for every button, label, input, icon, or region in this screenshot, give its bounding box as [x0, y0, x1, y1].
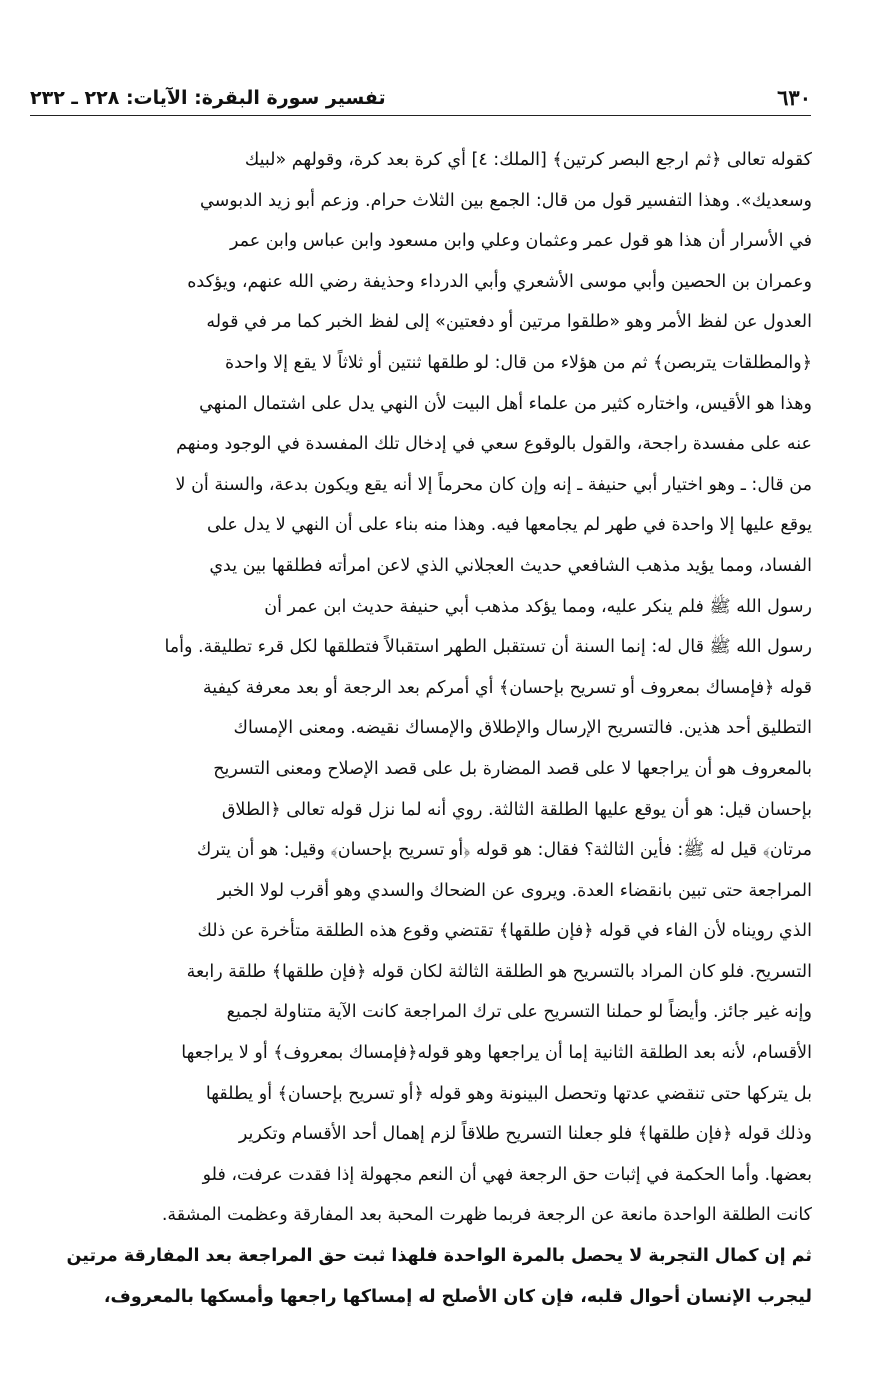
text-line: المراجعة حتى تبين بانقضاء العدة. ويروى عن الضحاك والسدي وهو أقرب لولا الخبر — [217, 880, 812, 901]
text-line: قوله ﴿فإمساك بمعروف أو تسريح بإحسان﴾ أي أمركم بعد الرجعة أو بعد معرفة كيفية — [202, 677, 812, 698]
text-line: رسول الله ﷺ فلم ينكر عليه، ومما يؤكد مذهب أبي حنيفة حديث ابن عمر أن — [264, 596, 812, 617]
text-line: العدول عن لفظ الأمر وهو «طلقوا مرتين أو دفعتين» إلى لفظ الخبر كما مر في قوله — [206, 312, 812, 333]
text-line: في الأسرار أن هذا هو قول عمر وعثمان وعلي وابن مسعود وابن عباس وابن عمر — [229, 231, 812, 252]
page-header — [30, 78, 811, 110]
text-line: مرتان﴾ قيل له ﷺ: فأين الثالثة؟ فقال: هو قوله ﴿أو تسريح بإحسان﴾ وقيل: هو أن يترك — [196, 840, 812, 861]
text-line: كقوله تعالى ﴿ثم ارجع البصر كرتين﴾ [الملك: ٤] أي كرة بعد كرة، وقولهم «لبيك — [244, 150, 812, 170]
text-line: من قال: ـ وهو اختيار أبي حنيفة ـ إنه وإن كان محرماً إلا أنه يقع ويكون بدعة، والسنة أن لا — [175, 474, 812, 495]
text-line: وإنه غير جائز. وأيضاً لو حملنا التسريح على ترك المراجعة كانت الآية متناولة لجميع — [226, 1002, 812, 1023]
text-line: وهذا هو الأقيس، واختاره كثير من علماء أهل البيت لأن النهي يدل على اشتمال المنهي — [199, 393, 812, 414]
text-line: بالمعروف هو أن يراجعها لا على قصد المضارة بل على قصد الإصلاح ومعنى التسريح — [213, 758, 812, 779]
text-line: الذي رويناه لأن الفاء في قوله ﴿فإن طلقها﴾ تقتضي وقوع هذه الطلقة متأخرة عن ذلك — [197, 921, 812, 942]
text-line: عنه على مفسدة راجحة، والقول بالوقوع سعي في إدخال تلك المفسدة في الوجود ومنهم — [176, 434, 812, 455]
text-line: وذلك قوله ﴿فإن طلقها﴾ فلو جعلنا التسريح طلاقاً لزم إهمال أحد الأقسام وتكرير — [238, 1124, 812, 1145]
body-text — [38, 140, 812, 1317]
text-line: بعضها. وأما الحكمة في إثبات حق الرجعة فهي أن النعم مجهولة إذا فقدت عرفت، فلو — [202, 1164, 812, 1185]
text-line: الأقسام، لأنه بعد الطلقة الثانية إما أن يراجعها وهو قوله﴿فإمساك بمعروف﴾ أو لا يراجعها — [181, 1043, 812, 1064]
text-line: بإحسان قيل: هو أن يوقع عليها الطلقة الثالثة. روي أنه لما نزل قوله تعالى ﴿الطلاق — [221, 799, 812, 820]
text-line: ثم إن كمال التجربة لا يحصل بالمرة الواحدة فلهذا ثبت حق المراجعة بعد المفارقة مرتين — [66, 1246, 812, 1267]
text-line: التطليق أحد هذين. فالتسريح الإرسال والإطلاق والإمساك نقيضه. ومعنى الإمساك — [233, 718, 812, 739]
text-line: يوقع عليها إلا واحدة في طهر لم يجامعها فيه. وهذا منه بناء على أن النهي لا يدل على — [207, 515, 812, 536]
text-line: رسول الله ﷺ قال له: إنما السنة أن تستقبل الطهر استقبالاً فتطلقها لكل قرء تطليقة. وأما — [164, 637, 812, 658]
text-line: ﴿والمطلقات يتربصن﴾ ثم من هؤلاء من قال: لو طلقها ثنتين أو ثلاثاً لا يقع إلا واحدة — [225, 352, 812, 373]
text-line: التسريح. فلو كان المراد بالتسريح هو الطلقة الثالثة لكان قوله ﴿فإن طلقها﴾ طلقة رابعة — [186, 961, 812, 982]
header-rule — [30, 115, 811, 116]
text-line: بل يتركها حتى تنقضي عدتها وتحصل البينونة وهو قوله ﴿أو تسريح بإحسان﴾ أو يطلقها — [205, 1083, 812, 1104]
text-line: وعمران بن الحصين وأبي موسى الأشعري وأبي الدرداء وحذيفة رضي الله عنهم، ويؤكده — [187, 271, 812, 292]
text-line: وسعديك». وهذا التفسير قول من قال: الجمع بين الثلاث حرام. وزعم أبو زيد الدبوسي — [199, 190, 812, 211]
text-line: ليجرب الإنسان أحوال قلبه، فإن كان الأصلح له إمساكها راجعها وأمسكها بالمعروف، — [103, 1286, 812, 1307]
text-line: الفساد، ومما يؤيد مذهب الشافعي حديث العجلاني الذي لاعن امرأته فطلقها بين يدي — [209, 555, 812, 576]
running-title: تفسير سورة البقرة: الآيات: ٢٢٨ ـ ٢٣٢ — [30, 87, 386, 109]
text-line: كانت الطلقة الواحدة مانعة عن الرجعة فربما ظهرت المحبة بعد المفارقة وعظمت المشقة. — [161, 1205, 812, 1226]
page-number: ٦٣٠ — [777, 85, 811, 110]
